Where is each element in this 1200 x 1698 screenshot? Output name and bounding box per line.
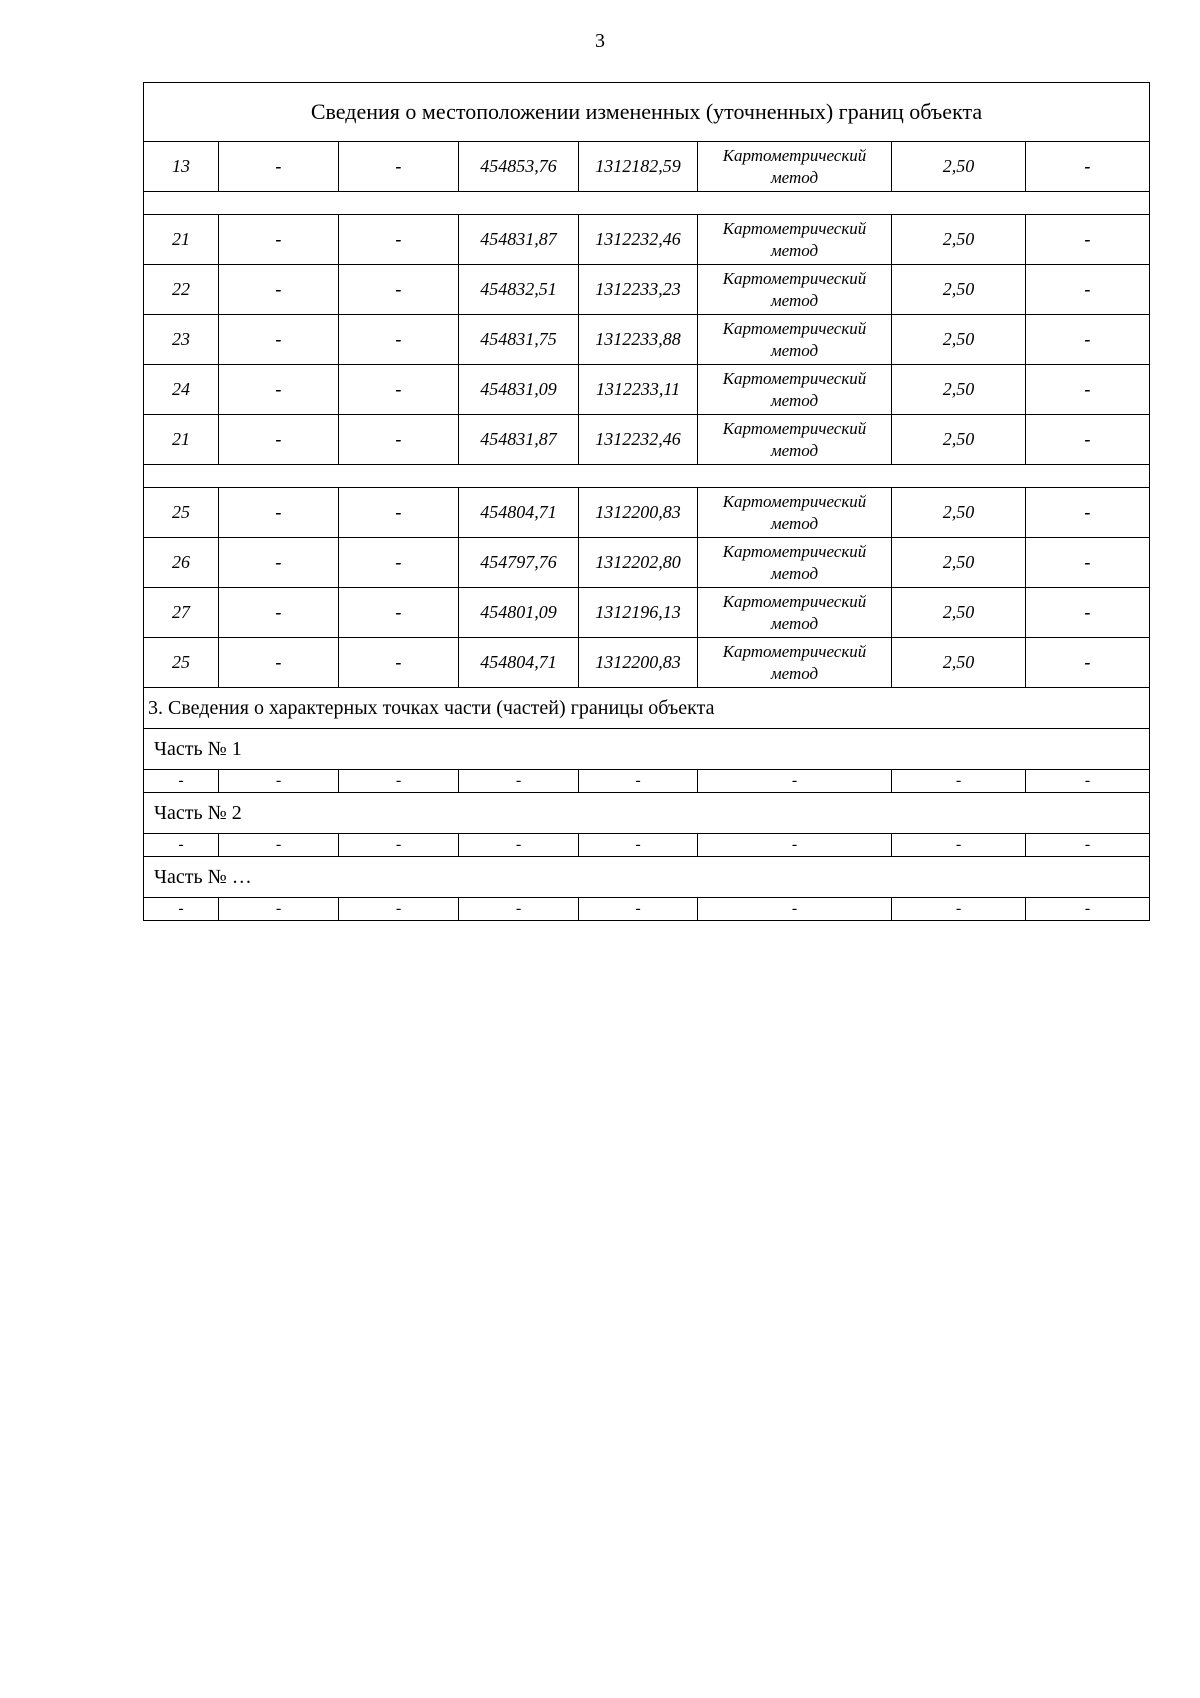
x-coordinate-cell: 454801,09	[459, 588, 579, 638]
part-dash-cell: -	[219, 898, 339, 921]
method-line-2: метод	[770, 390, 819, 410]
x-coordinate-cell: 454804,71	[459, 488, 579, 538]
method-cell	[698, 538, 892, 588]
method-line-2: метод	[770, 340, 819, 360]
y-coordinate-cell: 1312200,83	[579, 638, 698, 688]
section-heading-row	[144, 688, 1150, 729]
empty-dash-cell: -	[219, 215, 339, 265]
accuracy-cell: 2,50	[892, 588, 1026, 638]
empty-dash-cell: -	[1026, 215, 1150, 265]
method-cell	[698, 638, 892, 688]
point-number-cell: 27	[144, 588, 219, 638]
method-line-1: Картометрический	[722, 318, 867, 338]
part-dash-cell: -	[1026, 770, 1150, 793]
point-number-cell: 25	[144, 638, 219, 688]
empty-dash-cell: -	[339, 488, 459, 538]
part-dash-cell: -	[892, 770, 1026, 793]
table-title-row	[144, 83, 1150, 142]
point-number-cell: 13	[144, 142, 219, 192]
empty-dash-cell: -	[219, 315, 339, 365]
empty-dash-cell: -	[219, 538, 339, 588]
table-row	[144, 538, 1150, 588]
table-row	[144, 488, 1150, 538]
accuracy-cell: 2,50	[892, 415, 1026, 465]
empty-dash-cell: -	[1026, 265, 1150, 315]
part-dash-cell: -	[892, 898, 1026, 921]
empty-dash-cell: -	[219, 142, 339, 192]
y-coordinate-cell: 1312233,11	[579, 365, 698, 415]
part-dash-cell: -	[144, 770, 219, 793]
method-line-2: метод	[770, 513, 819, 533]
empty-dash-cell: -	[219, 488, 339, 538]
part-label: Часть № 2	[144, 793, 1150, 834]
x-coordinate-cell: 454797,76	[459, 538, 579, 588]
accuracy-cell: 2,50	[892, 538, 1026, 588]
group-separator-row	[144, 465, 1150, 488]
point-number-cell: 21	[144, 415, 219, 465]
method-line-2: метод	[770, 240, 819, 260]
part-dash-cell: -	[339, 898, 459, 921]
part-dash-cell: -	[892, 834, 1026, 857]
method-line-1: Картометрический	[722, 491, 867, 511]
method-line-1: Картометрический	[722, 368, 867, 388]
point-number-cell: 23	[144, 315, 219, 365]
method-line-2: метод	[770, 290, 819, 310]
x-coordinate-cell: 454804,71	[459, 638, 579, 688]
empty-dash-cell: -	[339, 315, 459, 365]
part-dash-cell: -	[339, 834, 459, 857]
part-dash-cell: -	[1026, 898, 1150, 921]
part-dash-cell: -	[459, 834, 579, 857]
part-data-row	[144, 770, 1150, 793]
part-label-row	[144, 793, 1150, 834]
empty-dash-cell: -	[1026, 538, 1150, 588]
method-line-2: метод	[770, 663, 819, 683]
part-dash-cell: -	[219, 834, 339, 857]
part-dash-cell: -	[698, 834, 892, 857]
accuracy-cell: 2,50	[892, 315, 1026, 365]
part-data-row	[144, 898, 1150, 921]
part-dash-cell: -	[144, 898, 219, 921]
table-row	[144, 588, 1150, 638]
point-number-cell: 24	[144, 365, 219, 415]
x-coordinate-cell: 454831,87	[459, 215, 579, 265]
y-coordinate-cell: 1312182,59	[579, 142, 698, 192]
boundary-table	[143, 82, 1150, 921]
empty-dash-cell: -	[339, 265, 459, 315]
table-row	[144, 142, 1150, 192]
group-separator-row	[144, 192, 1150, 215]
empty-dash-cell: -	[1026, 142, 1150, 192]
y-coordinate-cell: 1312200,83	[579, 488, 698, 538]
part-dash-cell: -	[459, 770, 579, 793]
method-line-2: метод	[770, 440, 819, 460]
empty-dash-cell: -	[219, 588, 339, 638]
y-coordinate-cell: 1312233,88	[579, 315, 698, 365]
page-number: 3	[595, 30, 605, 52]
x-coordinate-cell: 454831,09	[459, 365, 579, 415]
method-cell	[698, 315, 892, 365]
x-coordinate-cell: 454831,75	[459, 315, 579, 365]
empty-dash-cell: -	[219, 638, 339, 688]
empty-dash-cell: -	[339, 538, 459, 588]
part-label-row	[144, 729, 1150, 770]
part-label: Часть № …	[144, 857, 1150, 898]
table-row	[144, 215, 1150, 265]
empty-dash-cell: -	[339, 415, 459, 465]
empty-dash-cell: -	[1026, 638, 1150, 688]
method-line-1: Картометрический	[722, 218, 867, 238]
empty-dash-cell: -	[339, 215, 459, 265]
point-number-cell: 25	[144, 488, 219, 538]
empty-dash-cell: -	[339, 365, 459, 415]
part-dash-cell: -	[698, 770, 892, 793]
method-line-2: метод	[770, 563, 819, 583]
point-number-cell: 22	[144, 265, 219, 315]
method-line-1: Картометрический	[722, 591, 867, 611]
empty-dash-cell: -	[219, 415, 339, 465]
table-row	[144, 638, 1150, 688]
method-line-2: метод	[770, 167, 819, 187]
method-line-1: Картометрический	[722, 641, 867, 661]
x-coordinate-cell: 454832,51	[459, 265, 579, 315]
x-coordinate-cell: 454853,76	[459, 142, 579, 192]
y-coordinate-cell: 1312196,13	[579, 588, 698, 638]
part-dash-cell: -	[459, 898, 579, 921]
accuracy-cell: 2,50	[892, 365, 1026, 415]
method-line-1: Картометрический	[722, 145, 867, 165]
method-line-1: Картометрический	[722, 541, 867, 561]
part-dash-cell: -	[144, 834, 219, 857]
part-dash-cell: -	[339, 770, 459, 793]
accuracy-cell: 2,50	[892, 265, 1026, 315]
y-coordinate-cell: 1312232,46	[579, 215, 698, 265]
empty-dash-cell: -	[219, 365, 339, 415]
section-heading: 3. Сведения о характерных точках части (частей) границы объекта	[144, 688, 1150, 729]
part-dash-cell: -	[579, 770, 698, 793]
part-dash-cell: -	[219, 770, 339, 793]
empty-dash-cell: -	[1026, 488, 1150, 538]
point-number-cell: 21	[144, 215, 219, 265]
part-label-row	[144, 857, 1150, 898]
accuracy-cell: 2,50	[892, 488, 1026, 538]
accuracy-cell: 2,50	[892, 215, 1026, 265]
part-dash-cell: -	[1026, 834, 1150, 857]
method-cell	[698, 215, 892, 265]
empty-dash-cell: -	[339, 638, 459, 688]
y-coordinate-cell: 1312232,46	[579, 415, 698, 465]
table-row	[144, 365, 1150, 415]
part-data-row	[144, 834, 1150, 857]
y-coordinate-cell: 1312202,80	[579, 538, 698, 588]
point-number-cell: 26	[144, 538, 219, 588]
group-separator	[144, 192, 1150, 215]
method-line-1: Картометрический	[722, 418, 867, 438]
part-dash-cell: -	[579, 898, 698, 921]
method-line-2: метод	[770, 613, 819, 633]
method-cell	[698, 142, 892, 192]
table-row	[144, 265, 1150, 315]
table-title: Сведения о местоположении измененных (уточненных) границ объекта	[144, 83, 1150, 142]
part-dash-cell: -	[579, 834, 698, 857]
empty-dash-cell: -	[1026, 315, 1150, 365]
method-cell	[698, 488, 892, 538]
method-line-1: Картометрический	[722, 268, 867, 288]
empty-dash-cell: -	[1026, 365, 1150, 415]
method-cell	[698, 365, 892, 415]
method-cell	[698, 415, 892, 465]
empty-dash-cell: -	[1026, 588, 1150, 638]
accuracy-cell: 2,50	[892, 142, 1026, 192]
y-coordinate-cell: 1312233,23	[579, 265, 698, 315]
empty-dash-cell: -	[339, 588, 459, 638]
method-cell	[698, 265, 892, 315]
empty-dash-cell: -	[1026, 415, 1150, 465]
table-row	[144, 315, 1150, 365]
x-coordinate-cell: 454831,87	[459, 415, 579, 465]
empty-dash-cell: -	[219, 265, 339, 315]
part-label: Часть № 1	[144, 729, 1150, 770]
method-cell	[698, 588, 892, 638]
part-dash-cell: -	[698, 898, 892, 921]
accuracy-cell: 2,50	[892, 638, 1026, 688]
group-separator	[144, 465, 1150, 488]
empty-dash-cell: -	[339, 142, 459, 192]
table-row	[144, 415, 1150, 465]
